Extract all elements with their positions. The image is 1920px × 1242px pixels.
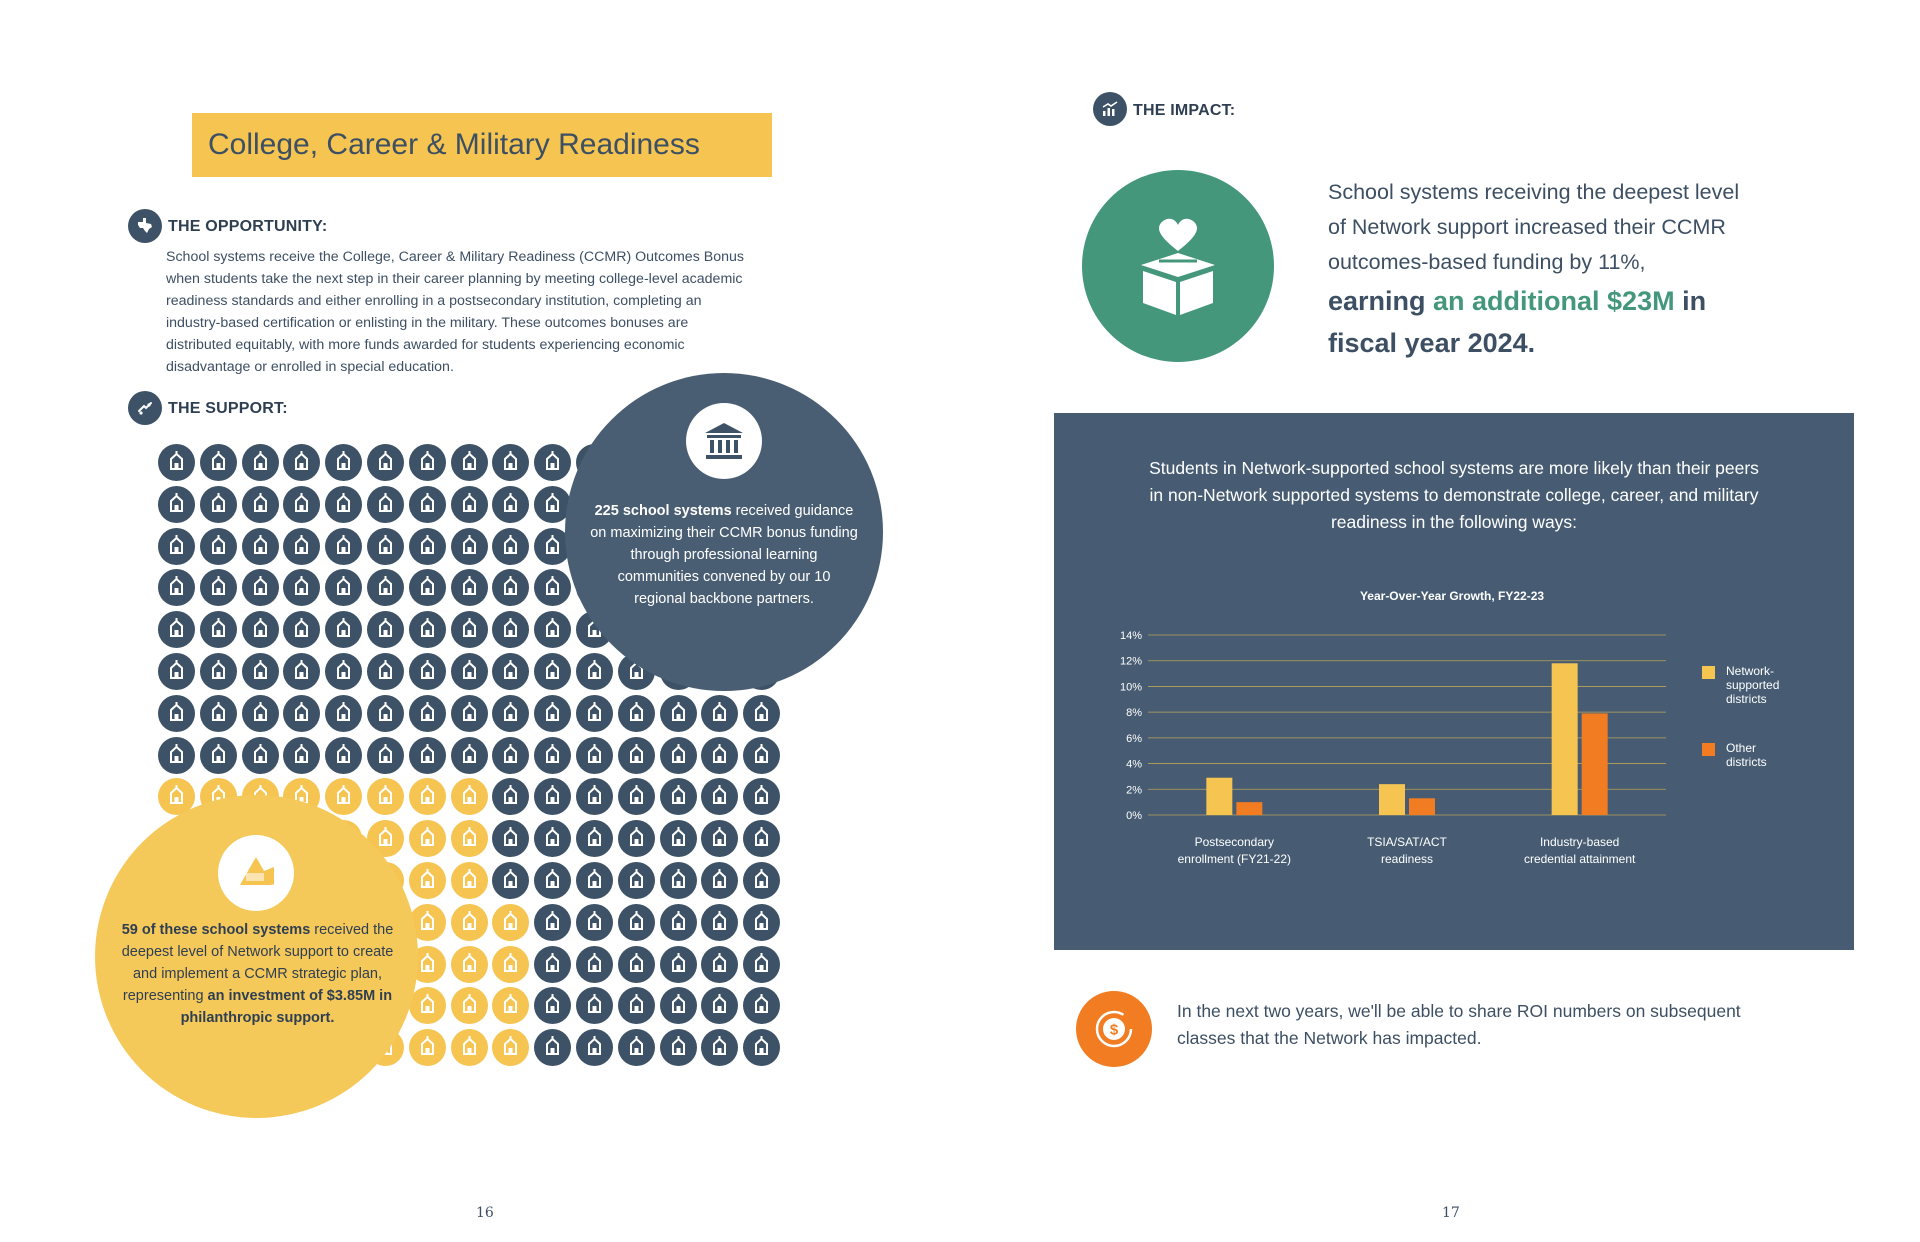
legend-label: districts <box>1726 692 1767 706</box>
school-icon <box>576 778 613 815</box>
school-icon <box>451 444 488 481</box>
impact-line: School systems receiving the deepest level <box>1328 180 1740 204</box>
legend-swatch <box>1702 666 1715 679</box>
school-icon <box>534 569 571 606</box>
school-icon <box>158 569 195 606</box>
legend-label: supported <box>1726 678 1780 692</box>
school-icon <box>660 946 697 983</box>
school-icon <box>743 820 780 857</box>
school-icon <box>451 862 488 899</box>
school-icon <box>409 820 446 857</box>
school-icon <box>200 444 237 481</box>
school-icon <box>451 611 488 648</box>
school-icon <box>743 904 780 941</box>
legend-label: districts <box>1726 755 1767 769</box>
school-icon <box>325 737 362 774</box>
school-icon <box>200 528 237 565</box>
school-icon <box>534 444 571 481</box>
opportunity-text <box>166 246 846 378</box>
school-icon <box>367 444 404 481</box>
legend-swatch <box>1702 743 1715 756</box>
school-icon <box>367 653 404 690</box>
bar <box>1582 713 1608 815</box>
y-tick-label: 14% <box>1119 630 1142 642</box>
opportunity-line: industry-based certification or enlisting in the military. These outcomes bonuses are <box>166 315 689 331</box>
school-icon <box>409 1029 446 1066</box>
heart-box-icon <box>1082 170 1274 362</box>
school-icon <box>660 737 697 774</box>
school-icon <box>618 987 655 1024</box>
school-icon <box>701 862 738 899</box>
school-icon <box>242 528 279 565</box>
legend-label: Network- <box>1726 664 1775 678</box>
support-heading: THE SUPPORT: <box>168 400 288 417</box>
school-icon <box>242 611 279 648</box>
school-icon <box>451 778 488 815</box>
y-tick-label: 0% <box>1126 810 1142 822</box>
school-icon <box>283 737 320 774</box>
school-icon <box>701 1029 738 1066</box>
texas-icon <box>128 209 162 243</box>
school-icon <box>701 737 738 774</box>
school-icon <box>367 778 404 815</box>
school-icon <box>743 987 780 1024</box>
x-tick-label: credential attainment <box>1523 852 1636 866</box>
megaphone-icon <box>218 835 294 911</box>
school-icon <box>576 653 613 690</box>
bar <box>1552 663 1578 815</box>
school-icon <box>325 444 362 481</box>
school-icon <box>451 820 488 857</box>
y-tick-label: 6% <box>1126 732 1142 745</box>
school-icon <box>701 695 738 732</box>
school-icon <box>242 569 279 606</box>
school-icon <box>283 695 320 732</box>
school-icon <box>660 987 697 1024</box>
school-icon <box>158 653 195 690</box>
school-icon <box>451 987 488 1024</box>
school-icon <box>492 444 529 481</box>
yellow-callout-bold-1: 59 of these school systems <box>121 922 311 938</box>
school-icon <box>534 611 571 648</box>
school-icon <box>743 695 780 732</box>
school-icon <box>576 862 613 899</box>
x-tick-label: enrollment (FY21-22) <box>1177 852 1292 866</box>
school-icon <box>492 946 529 983</box>
school-icon <box>701 778 738 815</box>
school-icon <box>618 862 655 899</box>
school-icon <box>325 569 362 606</box>
page-number-right: 17 <box>1442 1205 1460 1221</box>
school-icon <box>492 862 529 899</box>
school-icon <box>534 862 571 899</box>
school-icon <box>660 778 697 815</box>
school-icon <box>200 737 237 774</box>
roi-line: In the next two years, we'll be able to share ROI numbers on subsequent <box>1177 1001 1741 1021</box>
school-icon <box>242 695 279 732</box>
school-icon <box>325 778 362 815</box>
school-icon <box>492 569 529 606</box>
school-icon <box>701 946 738 983</box>
opportunity-line: disadvantage or enrolled in special education. <box>166 359 454 375</box>
school-icon <box>451 1029 488 1066</box>
school-icon <box>451 486 488 523</box>
school-icon <box>451 737 488 774</box>
impact-bold-line2: fiscal year 2024. <box>1328 328 1536 358</box>
school-icon <box>200 611 237 648</box>
school-icon <box>576 987 613 1024</box>
school-icon <box>534 946 571 983</box>
yellow-callout-body: received the deepest level of Network support to create and implement a CCMR strategic plan, representing <box>121 922 394 1004</box>
school-icon <box>576 737 613 774</box>
impact-line: outcomes-based funding by 11%, <box>1328 250 1646 274</box>
school-icon <box>283 611 320 648</box>
school-icon <box>492 778 529 815</box>
dollar-cycle-icon <box>1076 991 1152 1067</box>
school-icon <box>618 778 655 815</box>
school-icon <box>409 653 446 690</box>
school-icon <box>367 737 404 774</box>
x-tick-label: Industry-based <box>1539 835 1620 849</box>
panel-intro-line: readiness in the following ways: <box>1330 512 1578 532</box>
school-icon <box>492 987 529 1024</box>
school-icon <box>618 946 655 983</box>
school-icon <box>242 737 279 774</box>
opportunity-line: when students take the next step in their career planning by meeting college-level academic <box>166 271 743 287</box>
school-icon <box>534 820 571 857</box>
school-icon <box>367 611 404 648</box>
impact-bold-b: in <box>1674 286 1707 316</box>
school-icon <box>283 653 320 690</box>
school-icon <box>409 695 446 732</box>
school-icon <box>576 1029 613 1066</box>
school-icon <box>409 737 446 774</box>
school-icon <box>158 528 195 565</box>
school-icon <box>660 904 697 941</box>
school-icon <box>743 1029 780 1066</box>
school-icon <box>158 695 195 732</box>
school-icon <box>283 528 320 565</box>
impact-amount: an additional $23M <box>1433 286 1675 316</box>
school-icon <box>451 695 488 732</box>
roi-line: classes that the Network has impacted. <box>1177 1028 1482 1048</box>
school-icon <box>534 737 571 774</box>
school-icon <box>409 611 446 648</box>
chart-title: Year-Over-Year Growth, FY22-23 <box>1359 589 1545 603</box>
yellow-callout-bold-2: an investment of $3.85M in philanthropic support. <box>180 988 393 1026</box>
opportunity-line: readiness standards and either enrolling in a postsecondary institution, completing an <box>166 293 702 309</box>
school-icon <box>367 528 404 565</box>
school-icon <box>660 862 697 899</box>
school-icon <box>367 695 404 732</box>
school-icon <box>283 569 320 606</box>
impact-bold-a: earning <box>1328 286 1434 316</box>
x-tick-label: readiness <box>1380 852 1434 866</box>
school-icon <box>618 904 655 941</box>
bar <box>1236 802 1262 815</box>
school-icon <box>367 569 404 606</box>
panel-intro-line: Students in Network-supported school systems are more likely than their peers <box>1149 458 1759 478</box>
panel-intro-line: in non-Network supported systems to demonstrate college, career, and military <box>1149 485 1759 505</box>
school-icon <box>492 695 529 732</box>
school-icon <box>242 653 279 690</box>
school-icon <box>492 737 529 774</box>
school-icon <box>743 862 780 899</box>
school-icon <box>283 444 320 481</box>
school-icon <box>618 737 655 774</box>
school-icon <box>534 987 571 1024</box>
school-icon <box>743 737 780 774</box>
school-icon <box>492 653 529 690</box>
school-icon <box>367 486 404 523</box>
impact-line: of Network support increased their CCMR <box>1328 215 1726 239</box>
y-tick-label: 2% <box>1126 784 1142 797</box>
institution-icon <box>686 403 762 479</box>
school-icon <box>660 1029 697 1066</box>
school-icon <box>492 820 529 857</box>
roi-text <box>1177 998 1827 1052</box>
school-icon <box>492 528 529 565</box>
school-icon <box>158 444 195 481</box>
school-icon <box>451 653 488 690</box>
school-icon <box>492 611 529 648</box>
school-icon <box>451 569 488 606</box>
opportunity-line: distributed equitably, with more funds awarded for students experiencing economic <box>166 337 685 353</box>
y-tick-label: 12% <box>1119 655 1142 668</box>
navy-callout-text <box>590 500 858 610</box>
school-icon <box>492 1029 529 1066</box>
school-icon <box>409 778 446 815</box>
y-tick-label: 8% <box>1126 707 1142 720</box>
impact-highlight <box>1328 280 1848 364</box>
school-icon <box>743 946 780 983</box>
chart-growth-icon <box>1093 92 1127 126</box>
school-icon <box>325 611 362 648</box>
school-icon <box>242 444 279 481</box>
x-tick-label: Postsecondary <box>1194 835 1275 849</box>
school-icon <box>576 904 613 941</box>
school-icon <box>451 904 488 941</box>
school-icon <box>409 486 446 523</box>
page-title: College, Career & Military Readiness <box>192 113 772 177</box>
handshake-icon <box>128 391 162 425</box>
school-icon <box>409 569 446 606</box>
school-icon <box>242 486 279 523</box>
page-number-left: 16 <box>476 1205 494 1221</box>
growth-chart <box>1054 413 1854 950</box>
legend-label: Other <box>1726 741 1757 755</box>
school-icon <box>409 444 446 481</box>
school-icon <box>534 778 571 815</box>
school-icon <box>200 486 237 523</box>
school-icon <box>576 695 613 732</box>
bar <box>1409 798 1435 815</box>
navy-callout-bold: 225 school systems <box>594 503 732 519</box>
school-icon <box>200 569 237 606</box>
impact-heading: THE IMPACT: <box>1133 102 1236 119</box>
school-icon <box>158 737 195 774</box>
navy-callout-body: received guidance on maximizing their CCMR bonus funding through professional learning communities convened by our 10 regional backbone partners. <box>590 503 858 607</box>
school-icon <box>409 528 446 565</box>
school-icon <box>576 820 613 857</box>
bar <box>1206 778 1232 815</box>
school-icon <box>451 946 488 983</box>
school-icon <box>283 486 320 523</box>
bar <box>1379 784 1405 815</box>
school-icon <box>660 695 697 732</box>
school-icon <box>618 1029 655 1066</box>
school-icon <box>701 820 738 857</box>
school-icon <box>492 486 529 523</box>
yellow-callout-text <box>115 919 400 1029</box>
school-icon <box>200 653 237 690</box>
school-icon <box>618 820 655 857</box>
school-icon <box>325 486 362 523</box>
school-icon <box>534 1029 571 1066</box>
school-icon <box>325 528 362 565</box>
school-icon <box>325 653 362 690</box>
school-icon <box>492 904 529 941</box>
x-tick-label: TSIA/SAT/ACT <box>1367 835 1447 849</box>
school-icon <box>451 528 488 565</box>
school-icon <box>701 987 738 1024</box>
opportunity-line: School systems receive the College, Career & Military Readiness (CCMR) Outcomes Bonus <box>166 249 744 265</box>
school-icon <box>158 486 195 523</box>
school-icon <box>325 695 362 732</box>
school-icon <box>660 820 697 857</box>
school-icon <box>409 862 446 899</box>
school-icon <box>409 987 446 1024</box>
opportunity-heading: THE OPPORTUNITY: <box>168 218 328 235</box>
y-tick-label: 4% <box>1126 758 1142 771</box>
school-icon <box>534 904 571 941</box>
school-icon <box>534 695 571 732</box>
y-tick-label: 10% <box>1119 681 1142 694</box>
school-icon <box>618 695 655 732</box>
impact-statement <box>1328 175 1828 280</box>
school-icon <box>743 778 780 815</box>
school-icon <box>158 611 195 648</box>
school-icon <box>576 946 613 983</box>
school-icon <box>701 904 738 941</box>
svg-text:$: $ <box>1109 1021 1119 1039</box>
school-icon <box>200 695 237 732</box>
school-icon <box>534 653 571 690</box>
